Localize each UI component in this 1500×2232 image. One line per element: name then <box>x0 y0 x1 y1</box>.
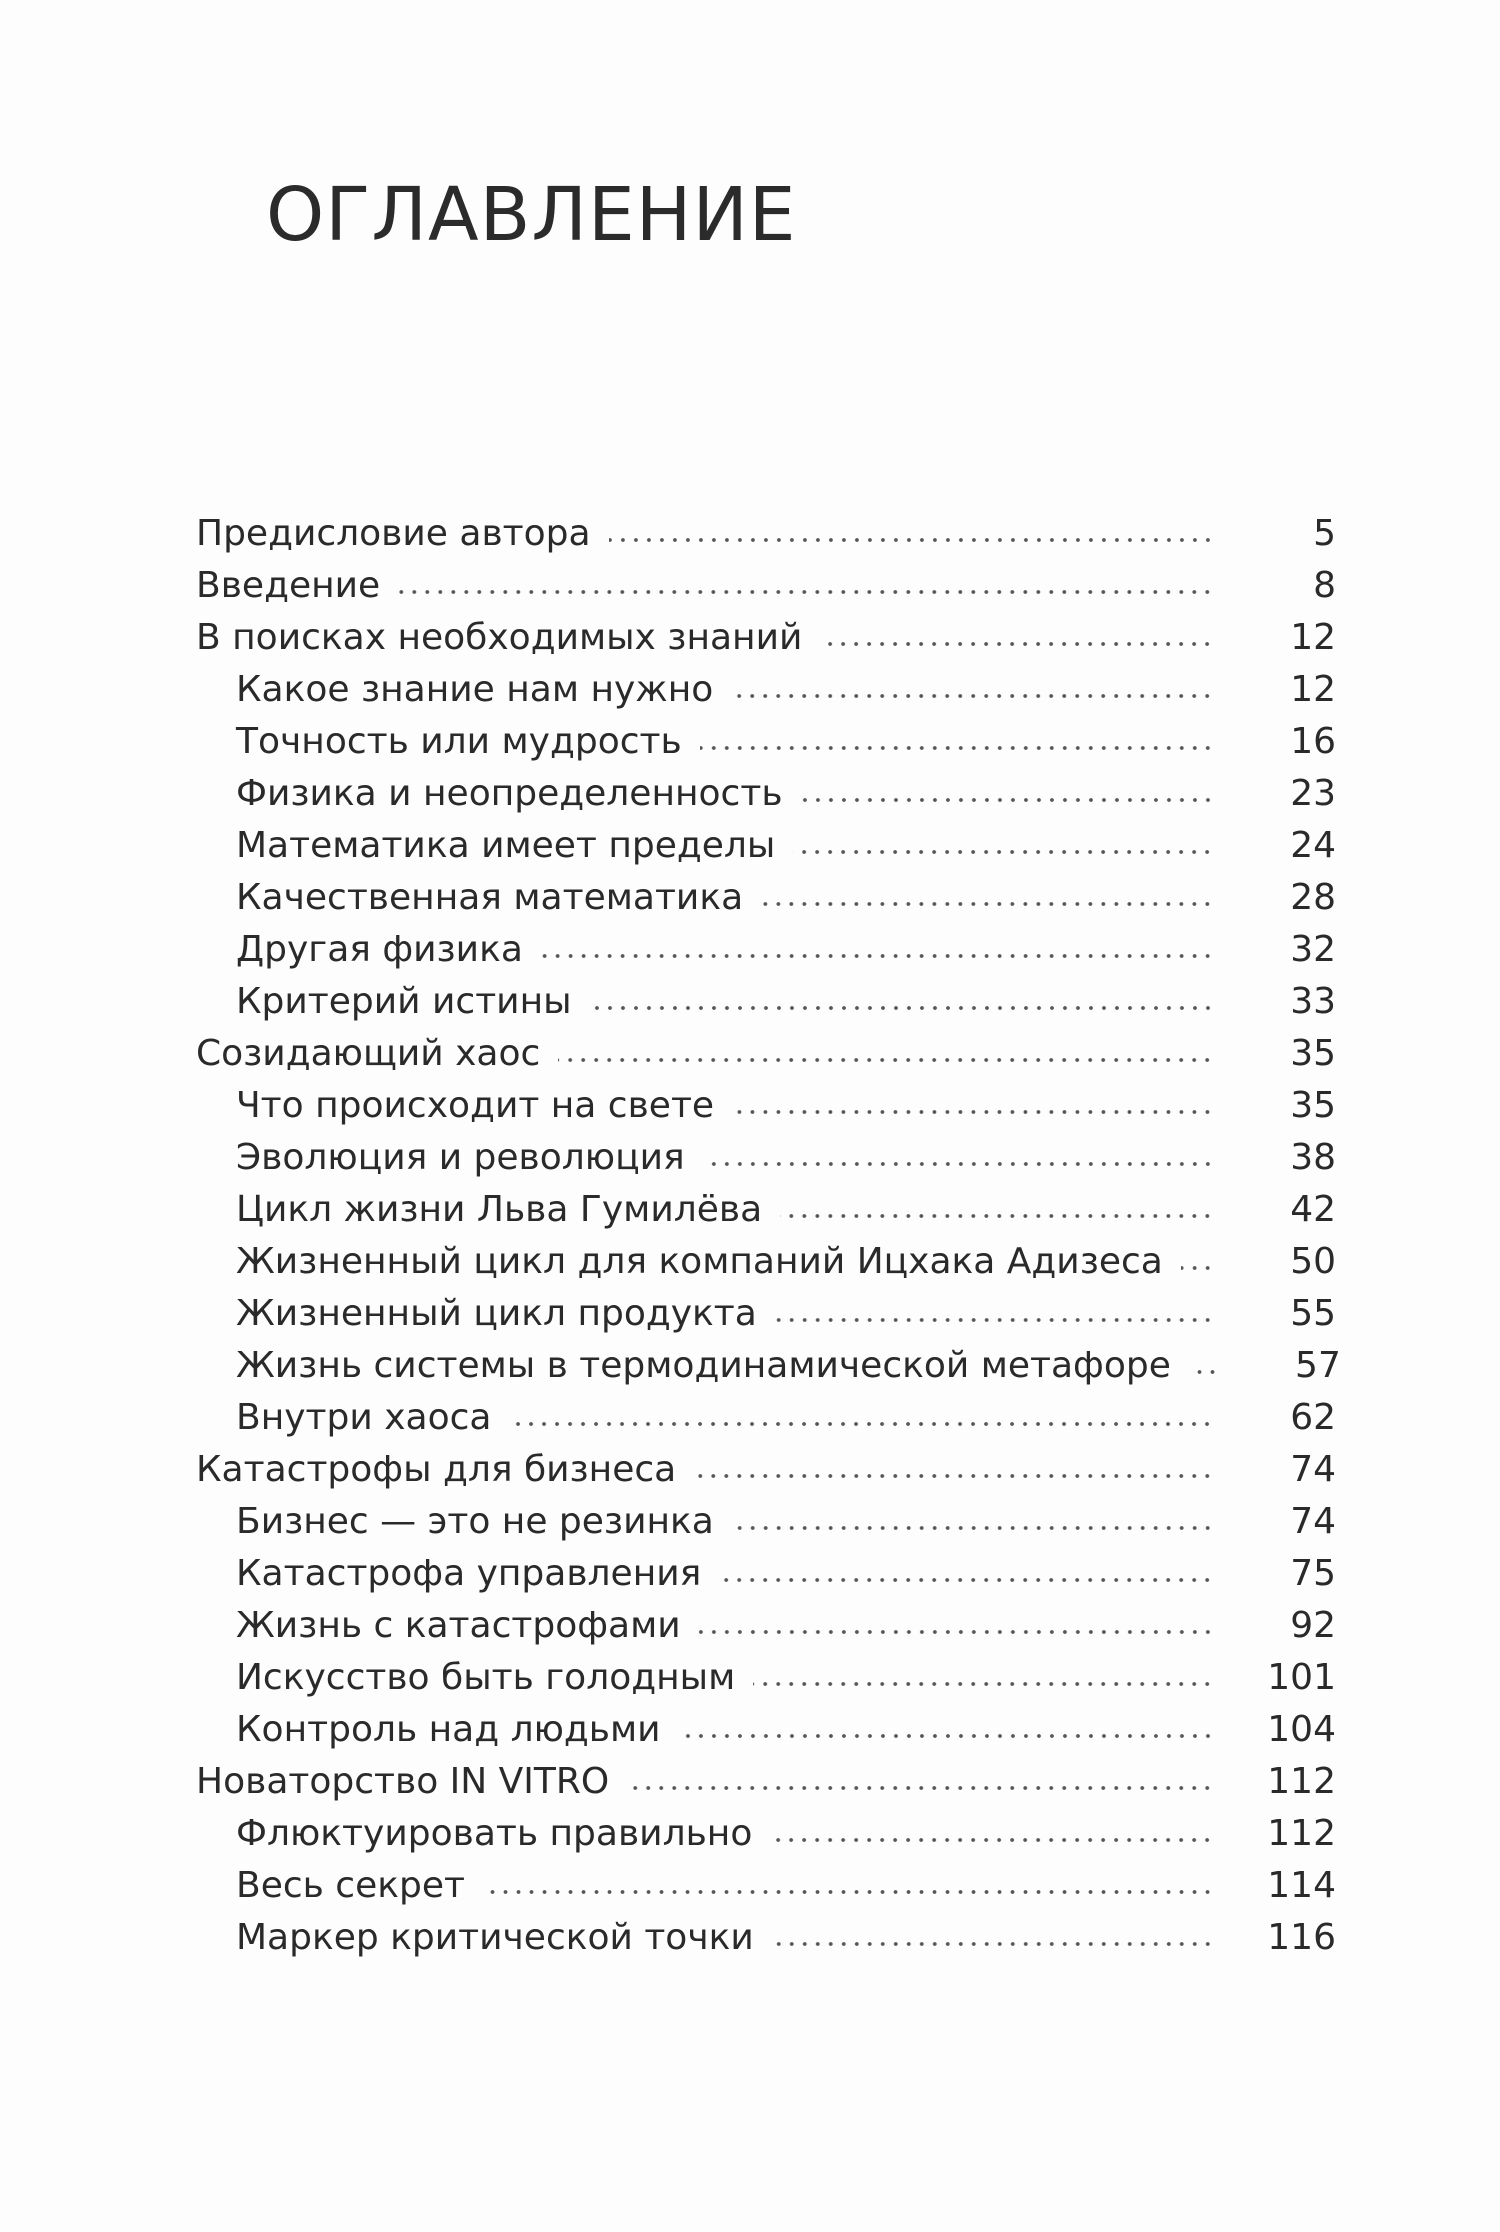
dot-leader <box>780 1209 1214 1223</box>
toc-entry <box>196 508 1336 560</box>
toc-page-number: 28 <box>1290 877 1336 918</box>
toc-entry <box>196 1236 1336 1288</box>
toc-entry <box>196 1860 1336 1912</box>
toc-entry <box>196 664 1336 716</box>
dot-leader <box>694 1469 1214 1483</box>
toc-entry <box>196 716 1336 768</box>
dot-leader <box>609 533 1214 547</box>
toc-entry-title: Какое знание нам нужно <box>236 669 714 710</box>
toc-entry <box>196 768 1336 820</box>
toc-entry-title: Бизнес — это не резинка <box>236 1501 714 1542</box>
dot-leader <box>801 793 1214 807</box>
dot-leader <box>509 1417 1214 1431</box>
toc-entry <box>196 1496 1336 1548</box>
dot-leader <box>732 1521 1214 1535</box>
toc-page-number: 32 <box>1290 929 1336 970</box>
toc-page-number: 35 <box>1290 1085 1336 1126</box>
toc-entry <box>196 1548 1336 1600</box>
toc-page-number: 12 <box>1290 669 1336 710</box>
toc-page-number: 35 <box>1290 1033 1336 1074</box>
dot-leader <box>700 741 1214 755</box>
toc-page-number: 5 <box>1313 513 1336 554</box>
toc-entry-title: Качественная математика <box>236 877 744 918</box>
toc-entry-title: Критерий истины <box>236 981 572 1022</box>
toc-entry-title: Маркер критической точки <box>236 1917 754 1958</box>
toc-entry <box>196 1444 1336 1496</box>
toc-entry-title: Контроль над людьми <box>236 1709 661 1750</box>
toc-entry-title: Катастрофа управления <box>236 1553 702 1594</box>
toc-entry <box>196 560 1336 612</box>
toc-entry <box>196 1808 1336 1860</box>
toc-page-number: 16 <box>1290 721 1336 762</box>
dot-leader <box>558 1053 1214 1067</box>
dot-leader <box>1189 1365 1219 1379</box>
toc-page-number: 50 <box>1290 1241 1336 1282</box>
dot-leader <box>753 1677 1214 1691</box>
toc-list <box>196 508 1341 1964</box>
toc-entry-title: Математика имеет пределы <box>236 825 776 866</box>
toc-page-number: 74 <box>1290 1501 1336 1542</box>
toc-page-number: 12 <box>1290 617 1336 658</box>
toc-page-number: 112 <box>1267 1813 1336 1854</box>
toc-entry <box>196 1392 1336 1444</box>
toc-entry <box>196 1704 1336 1756</box>
toc-page-number: 8 <box>1313 565 1336 606</box>
toc-entry-title: В поисках необходимых знаний <box>196 617 803 658</box>
toc-entry <box>196 1184 1336 1236</box>
dot-leader <box>1181 1261 1214 1275</box>
toc-entry-title: Цикл жизни Льва Гумилёва <box>236 1189 763 1230</box>
dot-leader <box>541 949 1214 963</box>
toc-entry <box>196 1912 1336 1964</box>
dot-leader <box>731 689 1214 703</box>
toc-entry <box>196 820 1336 872</box>
toc-entry <box>196 1340 1341 1392</box>
toc-page-number: 114 <box>1267 1865 1336 1906</box>
toc-entry-title: Другая физика <box>236 929 523 970</box>
dot-leader <box>719 1573 1214 1587</box>
toc-entry-title: Созидающий хаос <box>196 1033 541 1074</box>
toc-entry <box>196 1756 1336 1808</box>
dot-leader <box>770 1833 1214 1847</box>
toc-entry-title: Жизненный цикл продукта <box>236 1293 757 1334</box>
toc-entry <box>196 1028 1336 1080</box>
dot-leader <box>590 1001 1214 1015</box>
toc-entry <box>196 1652 1336 1704</box>
toc-entry-title: Катастрофы для бизнеса <box>196 1449 677 1490</box>
toc-entry <box>196 1288 1336 1340</box>
dot-leader <box>398 585 1214 599</box>
toc-entry <box>196 1600 1336 1652</box>
toc-page-number: 112 <box>1267 1761 1336 1802</box>
toc-entry-title: Искусство быть голодным <box>236 1657 736 1698</box>
dot-leader <box>627 1781 1214 1795</box>
page-title: ОГЛАВЛЕНИЕ <box>266 172 797 258</box>
dot-leader <box>761 897 1214 911</box>
toc-page-number: 92 <box>1290 1605 1336 1646</box>
toc-entry <box>196 924 1336 976</box>
toc-entry-title: Жизнь с катастрофами <box>236 1605 681 1646</box>
toc-entry-title: Жизненный цикл для компаний Ицхака Адизеса <box>236 1241 1163 1282</box>
toc-page-number: 75 <box>1290 1553 1336 1594</box>
toc-page-number: 104 <box>1267 1709 1336 1750</box>
toc-page-number: 33 <box>1290 981 1336 1022</box>
toc-page-number: 101 <box>1267 1657 1336 1698</box>
dot-leader <box>732 1105 1214 1119</box>
toc-entry-title: Эволюция и революция <box>236 1137 685 1178</box>
dot-leader <box>820 637 1214 651</box>
toc-entry-title: Внутри хаоса <box>236 1397 492 1438</box>
toc-entry-title: Флюктуировать правильно <box>236 1813 753 1854</box>
toc-page-number: 62 <box>1290 1397 1336 1438</box>
toc-page-number: 23 <box>1290 773 1336 814</box>
dot-leader <box>679 1729 1214 1743</box>
toc-page-number: 74 <box>1290 1449 1336 1490</box>
toc-entry-title: Новаторство IN VITRO <box>196 1761 610 1802</box>
dot-leader <box>699 1625 1214 1639</box>
toc-entry-title: Предисловие автора <box>196 513 591 554</box>
toc-entry <box>196 976 1336 1028</box>
dot-leader <box>775 1313 1214 1327</box>
toc-entry <box>196 872 1336 924</box>
toc-page-number: 24 <box>1290 825 1336 866</box>
dot-leader <box>772 1937 1214 1951</box>
dot-leader <box>483 1885 1214 1899</box>
toc-entry-title: Весь секрет <box>236 1865 465 1906</box>
toc-entry-title: Введение <box>196 565 381 606</box>
dot-leader <box>793 845 1214 859</box>
dot-leader <box>703 1157 1214 1171</box>
toc-page-number: 55 <box>1290 1293 1336 1334</box>
toc-page-number: 57 <box>1295 1345 1341 1386</box>
toc-entry <box>196 1080 1336 1132</box>
toc-entry-title: Физика и неопределенность <box>236 773 783 814</box>
toc-entry-title: Что происходит на свете <box>236 1085 715 1126</box>
toc-page-number: 116 <box>1267 1917 1336 1958</box>
toc-entry-title: Жизнь системы в термодинамической метафоре <box>236 1345 1171 1386</box>
toc-entry-title: Точность или мудрость <box>236 721 682 762</box>
toc-entry <box>196 1132 1336 1184</box>
toc-page-number: 42 <box>1290 1189 1336 1230</box>
toc-entry <box>196 612 1336 664</box>
toc-page-number: 38 <box>1290 1137 1336 1178</box>
